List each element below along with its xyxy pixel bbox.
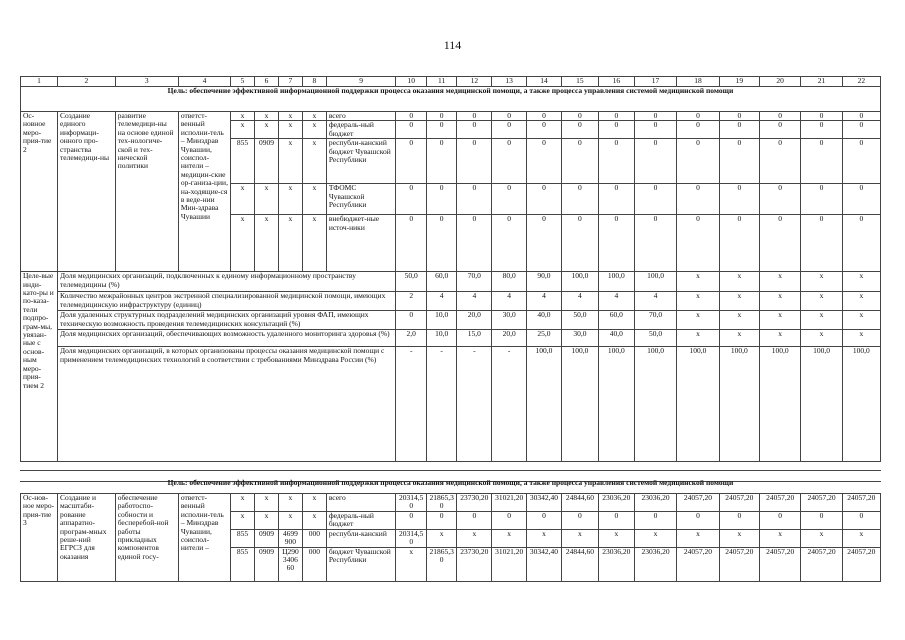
column-number: 19 (719, 77, 759, 87)
value-cell: 0 (598, 139, 634, 184)
value-cell: 0 (634, 121, 676, 139)
value-cell: 20314,50 (396, 529, 426, 547)
value-cell: 0 (598, 184, 634, 215)
value-cell: 60,0 (598, 311, 634, 330)
table-cell: x (255, 121, 279, 139)
value-cell: 0 (396, 184, 426, 215)
value-cell: 0 (801, 215, 842, 272)
value-cell: 0 (426, 139, 456, 184)
funding-source: федераль-ный бюджет (326, 511, 396, 529)
value-cell: 0 (561, 112, 598, 121)
event-name: Создание и масштаби-рование аппаратно-програм-мных реше-ний ЕГРСЗ для оказания (58, 494, 116, 582)
value-cell: 24057,20 (759, 494, 800, 512)
table-cell: x (278, 139, 302, 184)
value-cell: 0 (598, 511, 634, 529)
value-cell: 24844,60 (561, 547, 598, 581)
value-cell: 100,0 (598, 272, 634, 292)
value-cell: 0 (426, 121, 456, 139)
value-cell: 21865,30 (426, 547, 456, 581)
value-cell: 100,0 (527, 347, 562, 462)
value-cell: x (677, 330, 719, 347)
table-cell: 855 (231, 547, 255, 581)
value-cell: 0 (801, 112, 842, 121)
value-cell: 70,0 (457, 272, 492, 292)
value-cell: x (492, 529, 527, 547)
value-cell: 0 (527, 215, 562, 272)
value-cell: - (492, 347, 527, 462)
value-cell: 23730,20 (457, 547, 492, 581)
value-cell: 80,0 (492, 272, 527, 292)
value-cell: x (842, 529, 880, 547)
value-cell: 0 (561, 139, 598, 184)
value-cell: 25,0 (527, 330, 562, 347)
value-cell: 20,0 (457, 311, 492, 330)
column-number: 12 (457, 77, 492, 87)
value-cell: 4 (426, 292, 456, 311)
value-cell: 0 (634, 184, 676, 215)
column-number: 16 (598, 77, 634, 87)
value-cell: 24057,20 (801, 547, 842, 581)
event-name: Создание единого информаци-онного про-странства телемедици-ны (58, 112, 116, 272)
value-cell: 0 (801, 139, 842, 184)
value-cell: 0 (677, 511, 719, 529)
table-cell: 000 (302, 529, 326, 547)
column-number: 11 (426, 77, 456, 87)
value-cell: 30342,40 (527, 494, 562, 512)
value-cell: 100,0 (561, 347, 598, 462)
value-cell: 23730,20 (457, 494, 492, 512)
column-number: 2 (58, 77, 116, 87)
column-number: 22 (842, 77, 880, 87)
value-cell: 50,0 (396, 272, 426, 292)
table-cell: x (231, 215, 255, 272)
value-cell: 0 (561, 121, 598, 139)
value-cell: x (801, 311, 842, 330)
value-cell: 0 (634, 215, 676, 272)
table-cell: x (231, 121, 255, 139)
value-cell: 0 (457, 121, 492, 139)
value-cell: 4 (561, 292, 598, 311)
value-cell: 20,0 (492, 330, 527, 347)
value-cell: 0 (426, 215, 456, 272)
value-cell: 0 (719, 139, 759, 184)
value-cell: 0 (457, 139, 492, 184)
value-cell: 0 (842, 215, 880, 272)
value-cell: x (842, 330, 880, 347)
value-cell: x (842, 311, 880, 330)
value-cell: x (719, 311, 759, 330)
table-cell: x (278, 112, 302, 121)
value-cell: 0 (677, 139, 719, 184)
value-cell: x (719, 330, 759, 347)
funding-source: федераль-ный бюджет (326, 121, 396, 139)
value-cell: 0 (396, 311, 426, 330)
value-cell: 30,0 (492, 311, 527, 330)
value-cell: 23036,20 (634, 547, 676, 581)
value-cell: 10,0 (426, 311, 456, 330)
value-cell: x (396, 547, 426, 581)
funding-source: республи-канский бюджет Чувашской Республики (326, 139, 396, 184)
value-cell: 4 (492, 292, 527, 311)
value-cell: 0 (801, 121, 842, 139)
column-number: 14 (527, 77, 562, 87)
value-cell: 2 (396, 292, 426, 311)
event-direction: обеспечение работоспо-собности и бесперебой-ной работы прикладных компонентов единой госу- (115, 494, 178, 582)
table-cell: 4699 900 (278, 529, 302, 547)
value-cell: x (759, 330, 800, 347)
table-cell: x (278, 494, 302, 512)
value-cell: 0 (677, 215, 719, 272)
indicator-text: Доля медицинских организаций, подключенных к единому информационному пространству телемедицины (%) (58, 272, 396, 292)
value-cell: 0 (842, 139, 880, 184)
value-cell: 0 (719, 511, 759, 529)
column-number: 17 (634, 77, 676, 87)
table-cell: x (255, 112, 279, 121)
indicator-text: Доля медицинских организаций, в которых организованы процессы оказания медицинской помощи с применением телемедицинских технологий в соответствии с требованиями Минздрава России (%) (58, 347, 396, 462)
indicator-text: Доля удаленных структурных подразделений медицинских организаций уровня ФАП, имеющих техническую возможность проведения телемедицинских консультаций (%) (58, 311, 396, 330)
event-label: Ос-новное меро-прия-тие 2 (21, 112, 58, 272)
value-cell: 0 (396, 121, 426, 139)
table-cell: x (231, 511, 255, 529)
funding-source: всего (326, 112, 396, 121)
value-cell: 0 (492, 184, 527, 215)
value-cell: x (426, 529, 456, 547)
value-cell: 0 (492, 112, 527, 121)
value-cell: 0 (759, 511, 800, 529)
value-cell: 0 (527, 184, 562, 215)
value-cell: 24057,20 (759, 547, 800, 581)
value-cell: 0 (396, 215, 426, 272)
table-cell: x (231, 184, 255, 215)
value-cell: 40,0 (598, 330, 634, 347)
value-cell: - (426, 347, 456, 462)
value-cell: 0 (719, 112, 759, 121)
value-cell: 24057,20 (801, 494, 842, 512)
table-row (21, 311, 881, 330)
column-number: 10 (396, 77, 426, 87)
value-cell: 100,0 (561, 272, 598, 292)
value-cell: 0 (527, 112, 562, 121)
table-cell: x (278, 215, 302, 272)
column-number: 21 (801, 77, 842, 87)
table-cell: x (302, 215, 326, 272)
value-cell: 0 (457, 112, 492, 121)
table-row (21, 347, 881, 462)
value-cell: 0 (561, 215, 598, 272)
value-cell: x (801, 529, 842, 547)
event-executor: ответст-венный исполни-тель – Минздрав Чувашии, соиспол-нители – (178, 494, 230, 582)
column-number: 9 (326, 77, 396, 87)
goal-heading-2: Цель: обеспечение эффективной информационной поддержки процесса оказания медицинской помощи, а также процесса управления системой медицинской помощи (167, 478, 734, 487)
value-cell: 0 (527, 121, 562, 139)
table-cell: Ц290 3406 60 (278, 547, 302, 581)
column-number: 4 (178, 77, 230, 87)
value-cell: 0 (492, 511, 527, 529)
value-cell: x (719, 272, 759, 292)
value-cell: 100,0 (842, 347, 880, 462)
value-cell: 0 (561, 184, 598, 215)
table-cell: 0909 (255, 529, 279, 547)
value-cell: 0 (842, 112, 880, 121)
value-cell: 2,0 (396, 330, 426, 347)
value-cell: 0 (719, 215, 759, 272)
indicators-label: Целе-вые инди-като-ры и по-каза-тели подпро-грам-мы, увязан-ные с основ-ным меро-прия-тием 2 (21, 272, 58, 462)
value-cell: 90,0 (527, 272, 562, 292)
value-cell: 24057,20 (677, 494, 719, 512)
value-cell: 23036,20 (598, 547, 634, 581)
value-cell: x (759, 529, 800, 547)
value-cell: 100,0 (801, 347, 842, 462)
value-cell: x (759, 272, 800, 292)
table-cell: x (278, 184, 302, 215)
value-cell: 0 (801, 511, 842, 529)
table-cell: 0909 (255, 139, 279, 184)
value-cell: 0 (634, 139, 676, 184)
funding-source: всего (326, 494, 396, 512)
value-cell: 4 (634, 292, 676, 311)
value-cell: 10,0 (426, 330, 456, 347)
value-cell: 24057,20 (842, 547, 880, 581)
table-cell: x (255, 215, 279, 272)
table-row (21, 87, 881, 112)
value-cell: x (801, 330, 842, 347)
value-cell: 31021,20 (492, 494, 527, 512)
table-cell: x (255, 511, 279, 529)
funding-source: внебюджет-ные источ-ники (326, 215, 396, 272)
column-number: 20 (759, 77, 800, 87)
value-cell: 0 (677, 121, 719, 139)
event-direction: развитие телемедици-ны на основе единой тех-нологиче-ской и тех-нической политики (115, 112, 178, 272)
indicator-text: Доля медицинских организаций, обеспечивающих возможность удаленного мониторинга здоровья (%) (58, 330, 396, 347)
value-cell: x (801, 272, 842, 292)
value-cell: 23036,20 (598, 494, 634, 512)
value-cell: 0 (426, 511, 456, 529)
table-cell: 855 (231, 529, 255, 547)
value-cell: 0 (598, 112, 634, 121)
value-cell: 0 (719, 184, 759, 215)
value-cell: 0 (842, 121, 880, 139)
value-cell: 0 (457, 215, 492, 272)
table-cell: x (231, 494, 255, 512)
value-cell: 0 (527, 511, 562, 529)
table-cell: x (278, 121, 302, 139)
value-cell: 0 (396, 511, 426, 529)
value-cell: 0 (759, 184, 800, 215)
value-cell: 0 (842, 511, 880, 529)
value-cell: 30342,40 (527, 547, 562, 581)
budget-table (20, 76, 881, 462)
table-cell: x (302, 139, 326, 184)
value-cell: x (759, 311, 800, 330)
table-cell: x (302, 511, 326, 529)
table-cell: 855 (231, 139, 255, 184)
value-cell: 100,0 (634, 272, 676, 292)
value-cell: 100,0 (634, 347, 676, 462)
value-cell: 100,0 (759, 347, 800, 462)
value-cell: x (598, 529, 634, 547)
value-cell: 24844,60 (561, 494, 598, 512)
value-cell: 0 (719, 121, 759, 139)
value-cell: 0 (634, 112, 676, 121)
value-cell: x (719, 529, 759, 547)
value-cell: 0 (492, 139, 527, 184)
table-row (21, 272, 881, 292)
value-cell: x (457, 529, 492, 547)
value-cell: 0 (396, 139, 426, 184)
value-cell: - (457, 347, 492, 462)
value-cell: x (677, 292, 719, 311)
event-executor: ответст-венный исполни-тель – Минздрав Чувашии, соиспол-нители – медицин-ские ор-ганиза-ции, на-ходящие-ся в веде-нии Мин-здрава Чувашии (178, 112, 230, 272)
value-cell: 0 (677, 112, 719, 121)
column-number: 15 (561, 77, 598, 87)
goal-heading: Цель: обеспечение эффективной информационной поддержки процесса оказания медицинской помощи, а также процесса управления системой медицинской помощи (21, 87, 881, 112)
value-cell: 30,0 (561, 330, 598, 347)
value-cell: 0 (598, 121, 634, 139)
value-cell: 0 (598, 215, 634, 272)
column-number: 13 (492, 77, 527, 87)
column-number: 1 (21, 77, 58, 87)
budget-table-continued (20, 493, 881, 582)
value-cell: x (677, 272, 719, 292)
table-cell: x (302, 121, 326, 139)
value-cell: x (677, 311, 719, 330)
value-cell: 0 (677, 184, 719, 215)
value-cell: 0 (527, 139, 562, 184)
value-cell: 70,0 (634, 311, 676, 330)
value-cell: 100,0 (677, 347, 719, 462)
value-cell: 40,0 (527, 311, 562, 330)
column-number: 6 (255, 77, 279, 87)
event-label: Ос-нов-ное меро-прия-тие 3 (21, 494, 58, 582)
value-cell: x (561, 529, 598, 547)
value-cell: x (719, 292, 759, 311)
value-cell: 0 (634, 511, 676, 529)
value-cell: 4 (457, 292, 492, 311)
table-cell: x (302, 494, 326, 512)
column-number: 18 (677, 77, 719, 87)
value-cell: 0 (759, 215, 800, 272)
column-number: 8 (302, 77, 326, 87)
value-cell: 0 (426, 184, 456, 215)
value-cell: 50,0 (634, 330, 676, 347)
value-cell: 4 (598, 292, 634, 311)
value-cell: 15,0 (457, 330, 492, 347)
value-cell: 50,0 (561, 311, 598, 330)
table-row (21, 292, 881, 311)
table-cell: x (255, 184, 279, 215)
value-cell: 0 (492, 215, 527, 272)
value-cell: x (634, 529, 676, 547)
value-cell: 24057,20 (677, 547, 719, 581)
value-cell: 0 (759, 112, 800, 121)
column-number: 3 (115, 77, 178, 87)
page-number: 114 (443, 38, 462, 52)
value-cell: 24057,20 (842, 494, 880, 512)
table-cell: x (231, 112, 255, 121)
table-row (21, 77, 881, 87)
value-cell: 24057,20 (719, 547, 759, 581)
column-number: 5 (231, 77, 255, 87)
value-cell: 0 (561, 511, 598, 529)
table-row (21, 112, 881, 121)
table-cell: 000 (302, 547, 326, 581)
value-cell: - (396, 347, 426, 462)
value-cell: 20314,50 (396, 494, 426, 512)
value-cell: 60,0 (426, 272, 456, 292)
value-cell: x (677, 529, 719, 547)
indicator-text: Количество межрайонных центров экстренной специализированной медицинской помощи, имеющих телемедицинскую инфраструктуру (единиц) (58, 292, 396, 311)
value-cell: 0 (842, 184, 880, 215)
value-cell: 0 (759, 139, 800, 184)
value-cell: 31021,20 (492, 547, 527, 581)
funding-source: бюджет Чувашской Республики (326, 547, 396, 581)
value-cell: x (527, 529, 562, 547)
value-cell: x (842, 272, 880, 292)
value-cell: x (842, 292, 880, 311)
funding-source: республи-канский (326, 529, 396, 547)
value-cell: 24057,20 (719, 494, 759, 512)
table-row (21, 330, 881, 347)
column-number: 7 (278, 77, 302, 87)
value-cell: 0 (396, 112, 426, 121)
value-cell: 0 (492, 121, 527, 139)
value-cell: 0 (457, 511, 492, 529)
value-cell: 21865,30 (426, 494, 456, 512)
value-cell: x (759, 292, 800, 311)
value-cell: 0 (426, 112, 456, 121)
value-cell: 100,0 (598, 347, 634, 462)
value-cell: 23036,20 (634, 494, 676, 512)
value-cell: x (801, 292, 842, 311)
table-cell: x (302, 184, 326, 215)
table-cell: x (255, 494, 279, 512)
funding-source: ТФОМС Чувашской Республики (326, 184, 396, 215)
value-cell: 4 (527, 292, 562, 311)
table-cell: x (278, 511, 302, 529)
value-cell: 100,0 (719, 347, 759, 462)
table-row (21, 494, 881, 512)
value-cell: 0 (801, 184, 842, 215)
table-cell: x (302, 112, 326, 121)
value-cell: 0 (759, 121, 800, 139)
value-cell: 0 (457, 184, 492, 215)
table-cell: 0909 (255, 547, 279, 581)
